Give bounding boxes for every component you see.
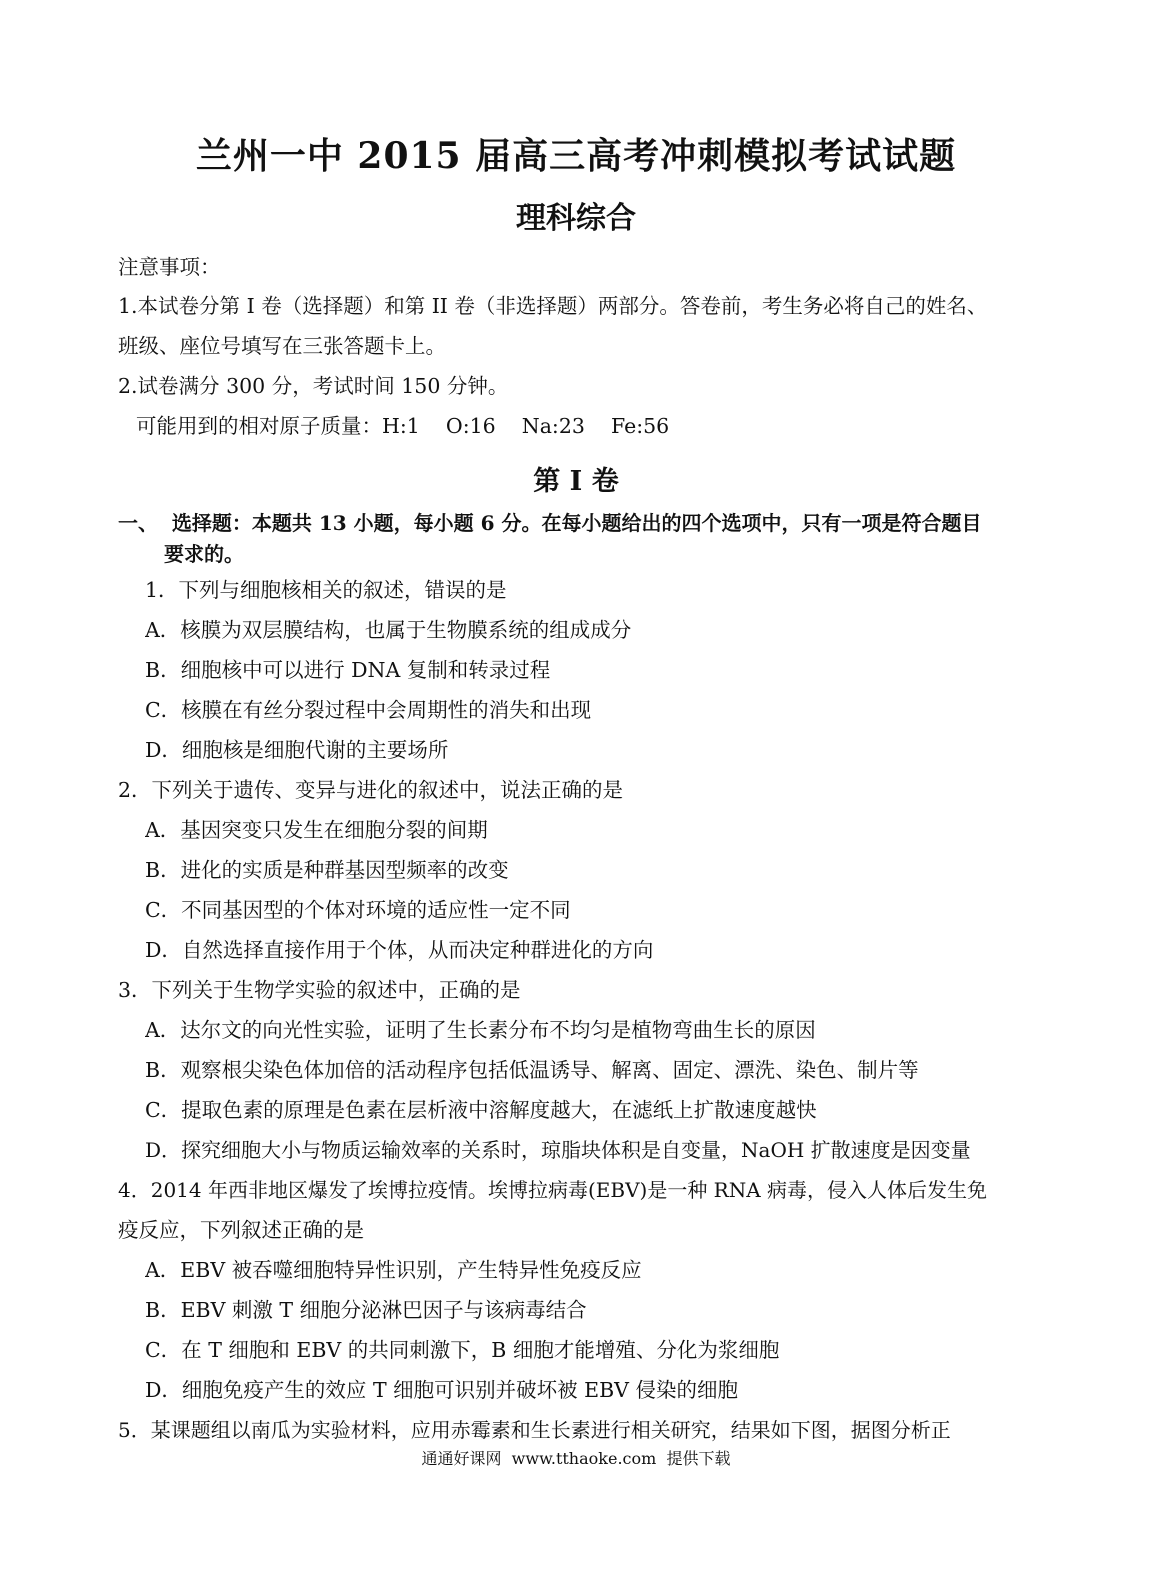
question-2-stem: 2．下列关于遗传、变异与进化的叙述中，说法正确的是 [118, 778, 624, 802]
notice-label: 注意事项： [118, 255, 221, 279]
question-1-option-d: D．细胞核是细胞代谢的主要场所 [145, 738, 449, 762]
question-1-option-c: C．核膜在有丝分裂过程中会周期性的消失和出现 [145, 698, 592, 722]
section-1-heading-line-1: 一、 选择题：本题共 13 小题，每小题 6 分。在每小题给出的四个选项中，只有一项是符合题目 [118, 511, 982, 535]
question-3-stem: 3．下列关于生物学实验的叙述中，正确的是 [118, 978, 521, 1002]
notice-item-1-line-2: 班级、座位号填写在三张答题卡上。 [118, 334, 446, 358]
question-1-option-a: A．核膜为双层膜结构，也属于生物膜系统的组成成分 [145, 618, 632, 642]
question-3-option-d: D．探究细胞大小与物质运输效率的关系时，琼脂块体积是自变量，NaOH 扩散速度是因变量 [145, 1138, 971, 1162]
question-2-option-a: A．基因突变只发生在细胞分裂的间期 [145, 818, 488, 842]
question-4-option-d: D．细胞免疫产生的效应 T 细胞可识别并破坏被 EBV 侵染的细胞 [145, 1378, 739, 1402]
question-4-option-b: B．EBV 刺激 T 细胞分泌淋巴因子与该病毒结合 [145, 1298, 587, 1322]
notice-item-2: 2.试卷满分 300 分，考试时间 150 分钟。 [118, 374, 509, 398]
notice-item-1-line-1: 1.本试卷分第 I 卷（选择题）和第 II 卷（非选择题）两部分。答卷前，考生务必将自己的姓名、 [118, 294, 988, 318]
question-3-option-a: A．达尔文的向光性实验，证明了生长素分布不均匀是植物弯曲生长的原因 [145, 1018, 816, 1042]
question-4-option-c: C．在 T 细胞和 EBV 的共同刺激下，B 细胞才能增殖、分化为浆细胞 [145, 1338, 780, 1362]
atomic-mass-line: 可能用到的相对原子质量：H:1 O:16 Na:23 Fe:56 [136, 414, 670, 438]
section-1-heading-line-2: 要求的。 [164, 542, 244, 566]
question-3-option-c: C．提取色素的原理是色素在层析液中溶解度越大，在滤纸上扩散速度越快 [145, 1098, 817, 1122]
question-2-option-d: D．自然选择直接作用于个体，从而决定种群进化的方向 [145, 938, 654, 962]
question-5-stem: 5．某课题组以南瓜为实验材料，应用赤霉素和生长素进行相关研究，结果如下图，据图分析正 [118, 1418, 951, 1442]
question-2-option-b: B．进化的实质是种群基因型频率的改变 [145, 858, 509, 882]
question-3-option-b: B．观察根尖染色体加倍的活动程序包括低温诱导、解离、固定、漂洗、染色、制片等 [145, 1058, 919, 1082]
question-4-stem-line-1: 4．2014 年西非地区爆发了埃博拉疫情。埃博拉病毒(EBV)是一种 RNA 病毒，侵入人体后发生免 [118, 1178, 988, 1202]
question-4-option-a: A．EBV 被吞噬细胞特异性识别，产生特异性免疫反应 [145, 1258, 642, 1282]
page-footer: 通通好课网 www.tthaoke.com 提供下载 [421, 1449, 731, 1468]
exam-title: 兰州一中 2015 届高三高考冲刺模拟考试试题 [195, 135, 957, 177]
part-1-title: 第 I 卷 [533, 466, 619, 497]
question-2-option-c: C．不同基因型的个体对环境的适应性一定不同 [145, 898, 571, 922]
question-1-option-b: B．细胞核中可以进行 DNA 复制和转录过程 [145, 658, 551, 682]
question-1-stem: 1．下列与细胞核相关的叙述，错误的是 [145, 578, 507, 602]
question-4-stem-line-2: 疫反应，下列叙述正确的是 [118, 1218, 364, 1242]
exam-subtitle: 理科综合 [516, 201, 636, 236]
